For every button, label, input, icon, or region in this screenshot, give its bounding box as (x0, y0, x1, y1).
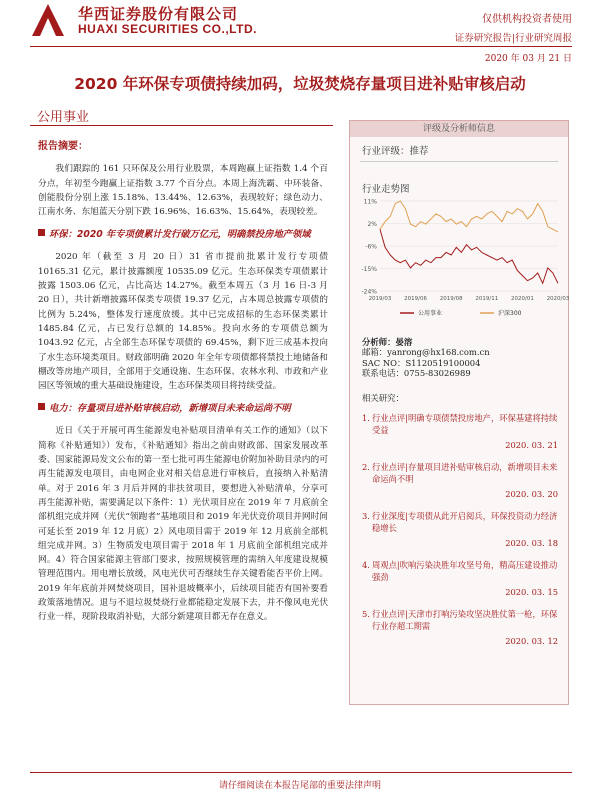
y-tick-label: 2% (367, 221, 377, 228)
environment-paragraph: 2020 年（截至 3 月 20 日）31 省市提前批累计发行专项债 10165.31 亿元，累计披露额度 10535.09 亿元。生态环保类专项债累计披露 1503.06 亿元，占比高达 14.27%。截至本周五（3 月 16 日-3 月 20 日），共计新增披露环保类专项债 19.37 亿元，占本周总披露专项债的比例为 5.24%，整体发行速度放缓。其中已完成招标的生态环保类累计 1485.84 亿元，占已发行总额的 14.85%。投向水务的专项债总额为 1043.92 亿元，占全部生态环保专项债的 69.45%，剩下近三成基本投向了水生态环境类项目。财政部明确 2020 年全年专项债都将禁投土地储备和棚改等房地产项目，全部用于交通设施、生态环保、农林水利、市政和产业园区等领域的重大基础设施建设，生态环保类项目将持续受益。 (38, 252, 328, 392)
x-tick-label: 2020/01 (510, 296, 534, 302)
related-item-number: 2. (362, 462, 370, 472)
industry-trend-chart (350, 193, 570, 323)
bullet-environment-title (38, 227, 328, 242)
related-item-text: 行业深度|专项债从此开启阅兵，环保投资动力经济稳增长 (372, 511, 558, 533)
x-tick-label: 2019/03 (368, 296, 392, 302)
summary-intro: 我们跟踪的 161 只环保及公用行业股票，本周跑赢上证指数 1.4 个百分点，年初至今跑赢上证指数 3.77 个百分点。本周上海洗霸、中环装备、创能股份分别上涨 15.18%、13.44%、12.63%，表现较好；绿色动力、江南水务、东旭蓝天分别下跌 16.96%、16.63%、15.64%，表现较差。 (38, 164, 328, 218)
related-item[interactable] (362, 559, 562, 583)
related-item[interactable] (362, 461, 562, 485)
analyst-email-row (362, 347, 490, 357)
rating-divider (360, 161, 558, 162)
bullet-environment-text: 环保：2020 年专项债累计发行破万亿元，明确禁投房地产领域 (49, 229, 311, 241)
sector-name: 公用事业 (37, 110, 90, 125)
related-item-date: 2020. 03. 15 (505, 587, 558, 597)
legal-notice: 请仔细阅读在本报告尾部的重要法律声明 (218, 781, 381, 791)
related-item[interactable] (362, 412, 562, 436)
legend-label: 沪深300 (498, 310, 522, 318)
series-line (380, 229, 558, 283)
footer-divider (30, 772, 572, 773)
sac-label: SAC NO： (362, 357, 406, 368)
related-item-date: 2020. 03. 18 (505, 538, 558, 548)
header-divider (30, 46, 572, 47)
phone-label: 联系电话： (362, 368, 404, 379)
report-date: 2020 年 03 月 21 日 (484, 54, 572, 64)
related-item[interactable] (362, 608, 562, 632)
related-item-date: 2020. 03. 20 (505, 489, 558, 499)
y-tick-label: 11% (363, 198, 377, 206)
power-paragraph: 近日《关于开展可再生能源发电补贴项目清单有关工作的通知》（以下简称《补贴通知》）发布，《补贴通知》指出之前由财政部、国家发展改革委、国家能源局发文公布的第一至七批可再生能源电价附加补助目录内的可再生能源发电项目，由电网企业对相关信息进行审核后，直接纳入补贴清单。对于 2016 年 3 月后并网的非扶贫项目，要想进入补贴清单，分享可再生能源补贴，需要满足以下条件：1）光伏项目应在 2019 年 7 月底前全部机组完成并网（光伏“领跑者”基地项目和 2019 年光伏竞价项目并网时间可延长至 2019 年 12 月底）2）风电项目需于 2019 年 12 月底前全部机组完成并网。3）生物质发电项目需于 2018 年 1 月底前全部机组完成并网。4）符合国家能源主管部门要求，按照规模管理的需纳入年度建设规模管理范围内。用电增长放缓，风电光伏可否继续生存关键看能否平价上网。2019 年年底前并网焚烧项目，国补退坡概率小，后续项目能否有国补要看政策落地情况。退与不退垃圾焚烧行业都能稳定发展下去，并不像风电光伏行业一样，现阶段取消补贴，大部分新建项目都无存在意义。 (38, 426, 328, 623)
company-logo-icon (30, 2, 66, 38)
analyst-phone-row (362, 368, 490, 378)
series-line (380, 201, 558, 232)
analyst-sac-row (362, 358, 490, 368)
y-tick-label: -15% (361, 266, 377, 273)
related-item-text: 行业点评|天津市打响污染攻坚决胜仗第一枪，环保行业存超工期需 (372, 609, 558, 631)
bullet-square-icon (38, 403, 45, 410)
company-name-en: HUAXI SECURITIES CO.,LTD. (78, 22, 257, 36)
bullet-square-icon (38, 229, 45, 236)
related-item-date: 2020. 03. 21 (505, 440, 558, 450)
x-tick-label: 2019/06 (404, 296, 428, 302)
x-tick-label: 2020/03 (546, 296, 570, 302)
x-tick-label: 2019/11 (475, 296, 499, 302)
analyst-sac: S1120519100004 (405, 357, 481, 368)
audience-note: 仅供机构投资者使用 (482, 14, 572, 25)
legend-label: 公用事业 (418, 310, 443, 318)
related-item-number: 1. (362, 413, 370, 423)
related-research (362, 392, 562, 657)
company-name-cn: 华西证券股份有限公司 (78, 5, 239, 23)
related-item[interactable] (362, 510, 562, 534)
analyst-label: 分析师： (362, 337, 396, 347)
email-label: 邮箱： (362, 347, 388, 358)
rating-analyst-panel (349, 120, 569, 705)
related-item-number: 5. (362, 609, 370, 619)
x-tick-label: 2019/08 (439, 296, 463, 302)
y-tick-label: -24% (361, 288, 377, 296)
panel-heading: 评级及分析师信息 (350, 121, 568, 137)
bullet-power-title (38, 401, 328, 416)
related-item-text: 行业点评|存量项目进补贴审核启动，新增项目未来命运尚不明 (372, 462, 558, 484)
bullet-power-text: 电力：存量项目进补贴审核启动，新增项目未来命运尚不明 (49, 403, 291, 415)
related-item-text: 周观点|吹响污染决胜年攻坚号角，精高压建设推动强劲 (372, 560, 558, 582)
chart-title: 行业走势图 (362, 184, 410, 195)
related-item-number: 4. (362, 560, 370, 570)
analyst-email[interactable]: yanrong@hx168.com.cn (387, 347, 490, 358)
report-title: 2020 年环保专项债持续加码，垃圾焚烧存量项目进补贴审核启动 (74, 75, 526, 93)
related-item-text: 行业点评|明确专项债禁投房地产，环保基建将持续受益 (372, 413, 558, 435)
y-tick-label: -6% (365, 243, 377, 251)
analyst-phone: 0755-83026989 (403, 368, 471, 379)
analyst-name-row (362, 337, 490, 347)
sector-divider (30, 125, 333, 126)
summary-section (38, 140, 328, 630)
related-item-date: 2020. 03. 12 (505, 636, 558, 646)
analyst-name: 晏溶 (395, 337, 413, 347)
industry-rating: 行业评级：推荐 (362, 146, 429, 157)
related-item-number: 3. (362, 511, 370, 521)
related-heading: 相关研究： (362, 393, 404, 403)
analyst-info (362, 337, 490, 379)
summary-heading: 报告摘要： (38, 141, 88, 152)
report-type: 证券研究报告|行业研究周报 (454, 33, 572, 44)
